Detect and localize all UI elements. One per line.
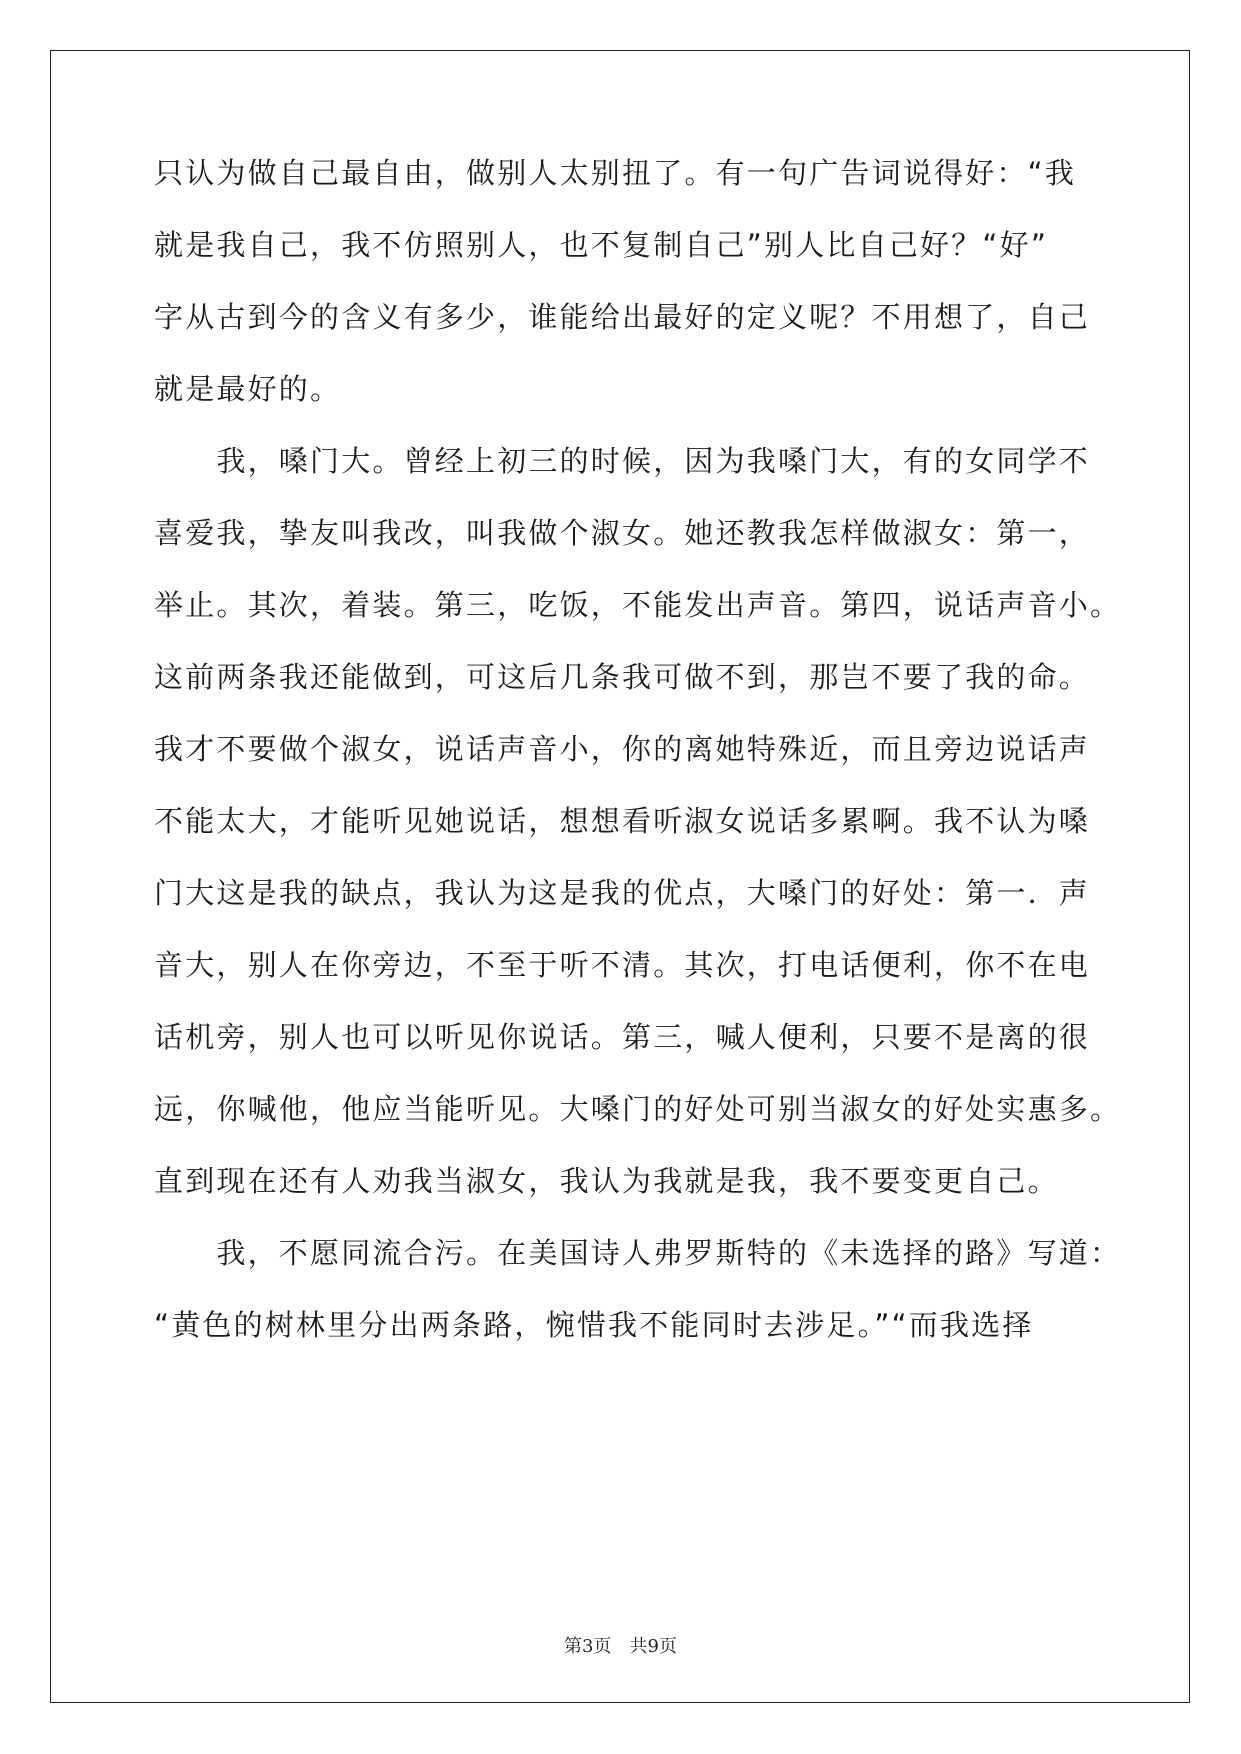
text-line: 音大，别人在你旁边，不至于听不清。其次，打电话便利，你不在电 [154,948,1091,982]
text-line: 话机旁，别人也可以听见你说话。第三，喊人便利，只要不是离的很 [154,1020,1091,1054]
text-line: 字从古到今的含义有多少，谁能给出最好的定义呢？不用想了，自己 [154,300,1091,334]
text-line: 门大这是我的缺点，我认为这是我的优点，大嗓门的好处：第一．声 [154,876,1091,910]
text-line: 我，嗓门大。曾经上初三的时候，因为我嗓门大，有的女同学不 [154,444,1091,478]
text-line: 我才不要做个淑女，说话声音小，你的离她特殊近，而且旁边说话声 [154,732,1091,766]
text-line: 喜爱我，挚友叫我改，叫我做个淑女。她还教我怎样做淑女：第一， [154,516,1091,550]
text-line: “黄色的树林里分出两条路，惋惜我不能同时去涉足。”“而我选择 [154,1308,1034,1342]
text-line: 这前两条我还能做到，可这后几条我可做不到，那岂不要了我的命。 [154,660,1091,694]
text-line: 远，你喊他，他应当能听见。大嗓门的好处可别当淑女的好处实惠多。 [154,1092,1122,1126]
text-line: 只认为做自己最自由，做别人太别扭了。有一句广告词说得好：“我 [154,156,1077,190]
text-line: 就是最好的。 [154,372,342,406]
text-line: 我，不愿同流合污。在美国诗人弗罗斯特的《未选择的路》写道： [154,1236,1122,1270]
text-line: 不能太大，才能听见她说话，想想看听淑女说话多累啊。我不认为嗓 [154,804,1091,838]
text-line: 直到现在还有人劝我当淑女，我认为我就是我，我不要变更自己。 [154,1164,1059,1198]
text-line: 就是我自己，我不仿照别人，也不复制自己”别人比自己好？“好” [154,228,1049,262]
page-number: 第3页 共9页 [564,1636,677,1657]
text-line: 举止。其次，着装。第三，吃饭，不能发出声音。第四，说话声音小。 [154,588,1122,622]
page-footer [0,1635,1241,1659]
